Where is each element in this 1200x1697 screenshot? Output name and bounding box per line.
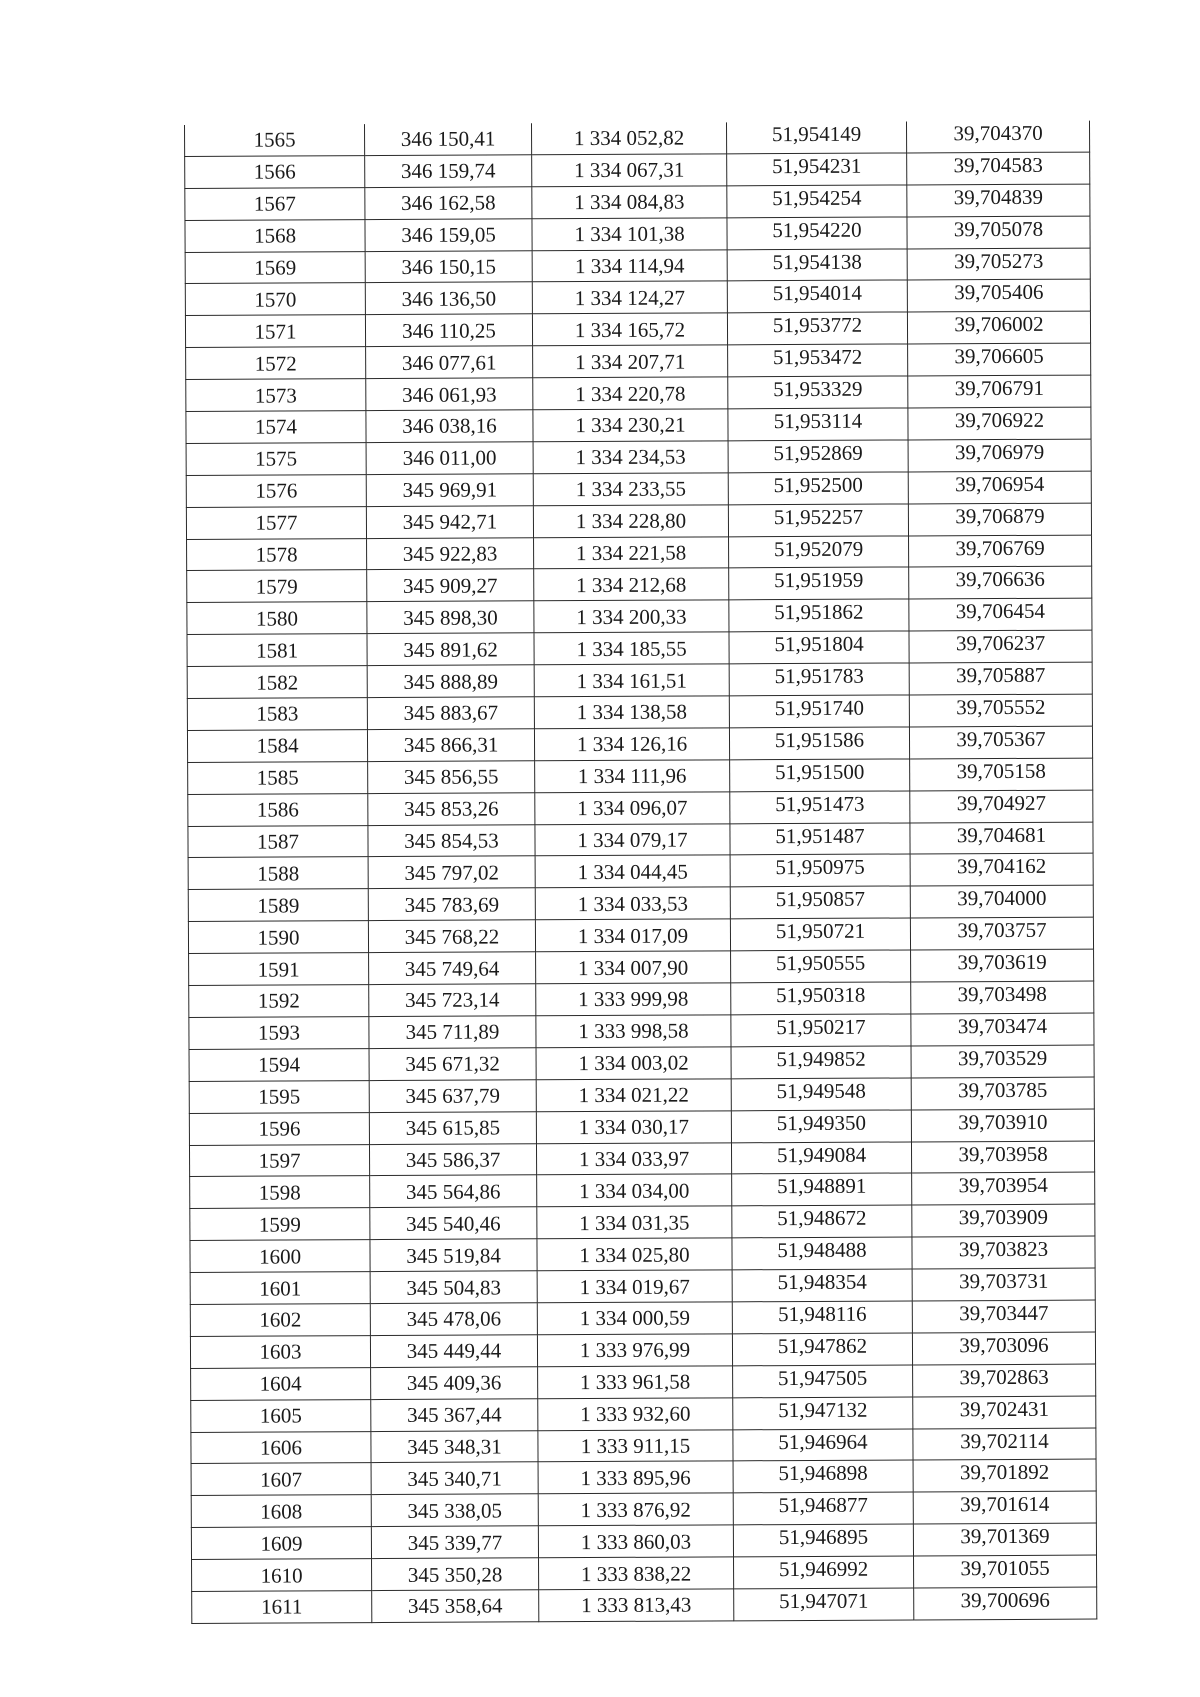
x-coordinate-cell: 345 797,02	[368, 856, 535, 889]
table-row	[190, 1300, 1095, 1336]
longitude-cell: 39,701369	[913, 1523, 1096, 1556]
latitude-cell: 51,950555	[731, 950, 911, 983]
longitude-cell: 39,703529	[911, 1045, 1094, 1078]
point-number-cell: 1565	[185, 124, 365, 156]
longitude-cell: 39,703757	[910, 917, 1093, 950]
table-row	[189, 1077, 1094, 1113]
point-number-cell: 1607	[191, 1463, 371, 1496]
table-row	[186, 407, 1091, 443]
longitude-cell: 39,703909	[912, 1204, 1095, 1237]
y-coordinate-cell: 1 334 111,96	[535, 760, 730, 793]
longitude-cell: 39,706002	[907, 311, 1090, 344]
table-row	[187, 662, 1092, 698]
table-row	[186, 439, 1091, 475]
table-row	[191, 1523, 1096, 1559]
x-coordinate-cell: 345 783,69	[368, 888, 535, 921]
point-number-cell: 1567	[185, 187, 365, 220]
longitude-cell: 39,703447	[912, 1300, 1095, 1333]
latitude-cell: 51,950217	[731, 1014, 911, 1047]
latitude-cell: 51,948672	[732, 1205, 912, 1238]
longitude-cell: 39,704839	[907, 184, 1090, 217]
coordinates-table-body	[185, 121, 1097, 1624]
x-coordinate-cell: 345 888,89	[367, 665, 534, 698]
point-number-cell: 1600	[190, 1240, 370, 1273]
table-row	[189, 1109, 1094, 1145]
point-number-cell: 1587	[188, 825, 368, 858]
y-coordinate-cell: 1 333 932,60	[538, 1397, 733, 1430]
y-coordinate-cell: 1 334 126,16	[534, 728, 729, 761]
table-row	[185, 184, 1090, 220]
point-number-cell: 1592	[189, 985, 369, 1018]
longitude-cell: 39,703958	[911, 1141, 1094, 1174]
x-coordinate-cell: 345 942,71	[366, 505, 533, 538]
y-coordinate-cell: 1 334 096,07	[535, 792, 730, 825]
x-coordinate-cell: 345 367,44	[371, 1398, 538, 1431]
x-coordinate-cell: 346 061,93	[366, 378, 533, 411]
table-row	[188, 790, 1093, 826]
longitude-cell: 39,706769	[909, 535, 1092, 568]
y-coordinate-cell: 1 334 084,83	[532, 186, 727, 219]
latitude-cell: 51,946992	[734, 1556, 914, 1589]
point-number-cell: 1588	[188, 857, 368, 890]
y-coordinate-cell: 1 334 025,80	[537, 1238, 732, 1271]
y-coordinate-cell: 1 333 911,15	[538, 1429, 733, 1462]
x-coordinate-cell: 346 150,15	[365, 250, 532, 283]
point-number-cell: 1602	[190, 1304, 370, 1337]
point-number-cell: 1571	[185, 315, 365, 348]
longitude-cell: 39,703954	[912, 1172, 1095, 1205]
y-coordinate-cell: 1 334 079,17	[535, 823, 730, 856]
longitude-cell: 39,705367	[909, 726, 1092, 759]
table-row	[191, 1491, 1096, 1527]
point-number-cell: 1608	[191, 1495, 371, 1528]
y-coordinate-cell: 1 334 161,51	[534, 664, 729, 697]
point-number-cell: 1569	[185, 251, 365, 284]
table-row	[185, 248, 1090, 284]
y-coordinate-cell: 1 334 138,58	[534, 696, 729, 729]
y-coordinate-cell: 1 334 044,45	[535, 855, 730, 888]
point-number-cell: 1574	[186, 411, 366, 444]
point-number-cell: 1576	[186, 474, 366, 507]
table-row	[191, 1364, 1096, 1400]
table-row	[188, 822, 1093, 858]
latitude-cell: 51,951740	[729, 695, 909, 728]
y-coordinate-cell: 1 333 813,43	[539, 1589, 734, 1622]
longitude-cell: 39,704927	[910, 790, 1093, 823]
point-number-cell: 1578	[187, 538, 367, 571]
latitude-cell: 51,946964	[733, 1428, 913, 1461]
y-coordinate-cell: 1 333 838,22	[539, 1557, 734, 1590]
point-number-cell: 1568	[185, 219, 365, 252]
table-row	[191, 1428, 1096, 1464]
y-coordinate-cell: 1 334 114,94	[532, 249, 727, 282]
point-number-cell: 1609	[191, 1527, 371, 1560]
point-number-cell: 1611	[192, 1591, 372, 1624]
table-row	[192, 1555, 1097, 1591]
y-coordinate-cell: 1 334 033,97	[536, 1142, 731, 1175]
longitude-cell: 39,701055	[914, 1555, 1097, 1588]
point-number-cell: 1575	[186, 443, 366, 476]
latitude-cell: 51,947505	[733, 1365, 913, 1398]
x-coordinate-cell: 345 856,55	[368, 761, 535, 794]
y-coordinate-cell: 1 333 860,03	[538, 1525, 733, 1558]
y-coordinate-cell: 1 334 007,90	[536, 951, 731, 984]
y-coordinate-cell: 1 333 961,58	[538, 1366, 733, 1399]
longitude-cell: 39,706791	[908, 375, 1091, 408]
longitude-cell: 39,705406	[907, 280, 1090, 313]
x-coordinate-cell: 345 898,30	[367, 601, 534, 634]
point-number-cell: 1604	[191, 1367, 371, 1400]
latitude-cell: 51,951804	[729, 631, 909, 664]
latitude-cell: 51,950721	[730, 918, 910, 951]
longitude-cell: 39,705273	[907, 248, 1090, 281]
table-row	[186, 375, 1091, 411]
longitude-cell: 39,703910	[911, 1109, 1094, 1142]
latitude-cell: 51,951783	[729, 663, 909, 696]
longitude-cell: 39,705158	[910, 758, 1093, 791]
table-row	[192, 1587, 1097, 1623]
x-coordinate-cell: 345 564,86	[370, 1175, 537, 1208]
x-coordinate-cell: 345 348,31	[371, 1430, 538, 1463]
x-coordinate-cell: 345 854,53	[368, 824, 535, 857]
x-coordinate-cell: 345 358,64	[372, 1590, 539, 1623]
table-row	[191, 1396, 1096, 1432]
table-row	[190, 1268, 1095, 1304]
x-coordinate-cell: 345 478,06	[370, 1303, 537, 1336]
point-number-cell: 1610	[192, 1559, 372, 1592]
point-number-cell: 1594	[189, 1048, 369, 1081]
latitude-cell: 51,949852	[731, 1046, 911, 1079]
y-coordinate-cell: 1 334 003,02	[536, 1047, 731, 1080]
latitude-cell: 51,954231	[727, 153, 907, 186]
table-row	[189, 1141, 1094, 1177]
y-coordinate-cell: 1 334 228,80	[533, 505, 728, 538]
longitude-cell: 39,705552	[909, 694, 1092, 727]
table-row	[187, 630, 1092, 666]
point-number-cell: 1595	[189, 1080, 369, 1113]
table-row	[188, 917, 1093, 953]
x-coordinate-cell: 346 162,58	[365, 187, 532, 220]
longitude-cell: 39,706954	[908, 471, 1091, 504]
x-coordinate-cell: 345 671,32	[369, 1048, 536, 1081]
latitude-cell: 51,946877	[733, 1492, 913, 1525]
table-row	[189, 981, 1094, 1017]
point-number-cell: 1593	[189, 1017, 369, 1050]
table-row	[189, 949, 1094, 985]
latitude-cell: 51,950318	[731, 982, 911, 1015]
table-row	[188, 854, 1093, 890]
longitude-cell: 39,704370	[906, 121, 1089, 153]
y-coordinate-cell: 1 334 185,55	[534, 632, 729, 665]
longitude-cell: 39,706636	[909, 567, 1092, 600]
longitude-cell: 39,701614	[913, 1491, 1096, 1524]
y-coordinate-cell: 1 334 000,59	[537, 1302, 732, 1335]
longitude-cell: 39,703785	[911, 1077, 1094, 1110]
x-coordinate-cell: 345 891,62	[367, 633, 534, 666]
longitude-cell: 39,706454	[909, 598, 1092, 631]
x-coordinate-cell: 345 338,05	[371, 1494, 538, 1527]
x-coordinate-cell: 345 409,36	[371, 1367, 538, 1400]
point-number-cell: 1584	[187, 730, 367, 763]
latitude-cell: 51,948488	[732, 1237, 912, 1270]
latitude-cell: 51,952257	[728, 504, 908, 537]
x-coordinate-cell: 345 340,71	[371, 1462, 538, 1495]
point-number-cell: 1601	[190, 1272, 370, 1305]
point-number-cell: 1579	[187, 570, 367, 603]
latitude-cell: 51,951862	[729, 599, 909, 632]
point-number-cell: 1598	[190, 1176, 370, 1209]
y-coordinate-cell: 1 333 998,58	[536, 1015, 731, 1048]
longitude-cell: 39,703619	[911, 949, 1094, 982]
latitude-cell: 51,946895	[733, 1524, 913, 1557]
latitude-cell: 51,951487	[730, 823, 910, 856]
latitude-cell: 51,952500	[728, 472, 908, 505]
x-coordinate-cell: 345 615,85	[369, 1111, 536, 1144]
point-number-cell: 1582	[187, 666, 367, 699]
x-coordinate-cell: 345 883,67	[367, 697, 534, 730]
latitude-cell: 51,951586	[729, 727, 909, 760]
longitude-cell: 39,702863	[913, 1364, 1096, 1397]
point-number-cell: 1599	[190, 1208, 370, 1241]
x-coordinate-cell: 346 136,50	[365, 282, 532, 315]
table-row	[186, 471, 1091, 507]
x-coordinate-cell: 345 504,83	[370, 1271, 537, 1304]
point-number-cell: 1591	[189, 953, 369, 986]
table-row	[188, 758, 1093, 794]
y-coordinate-cell: 1 334 230,21	[533, 409, 728, 442]
y-coordinate-cell: 1 334 034,00	[537, 1174, 732, 1207]
longitude-cell: 39,704583	[907, 152, 1090, 185]
table-row	[185, 311, 1090, 347]
table-row	[190, 1236, 1095, 1272]
y-coordinate-cell: 1 334 021,22	[536, 1079, 731, 1112]
longitude-cell: 39,703474	[911, 1013, 1094, 1046]
longitude-cell: 39,703498	[911, 981, 1094, 1014]
latitude-cell: 51,946898	[733, 1460, 913, 1493]
latitude-cell: 51,950975	[730, 854, 910, 887]
y-coordinate-cell: 1 333 999,98	[536, 983, 731, 1016]
point-number-cell: 1603	[190, 1335, 370, 1368]
point-number-cell: 1606	[191, 1431, 371, 1464]
point-number-cell: 1605	[191, 1399, 371, 1432]
x-coordinate-cell: 345 922,83	[367, 537, 534, 570]
latitude-cell: 51,951500	[730, 759, 910, 792]
point-number-cell: 1589	[188, 889, 368, 922]
table-row	[185, 280, 1090, 316]
y-coordinate-cell: 1 334 101,38	[532, 218, 727, 251]
latitude-cell: 51,948891	[732, 1173, 912, 1206]
table-row	[189, 1013, 1094, 1049]
coordinates-table	[184, 121, 1097, 1624]
latitude-cell: 51,954254	[727, 185, 907, 218]
x-coordinate-cell: 345 866,31	[367, 729, 534, 762]
latitude-cell: 51,947071	[734, 1588, 914, 1621]
x-coordinate-cell: 345 637,79	[369, 1080, 536, 1113]
y-coordinate-cell: 1 334 234,53	[533, 441, 728, 474]
point-number-cell: 1597	[189, 1144, 369, 1177]
latitude-cell: 51,951473	[730, 791, 910, 824]
longitude-cell: 39,702431	[913, 1396, 1096, 1429]
table-row	[190, 1172, 1095, 1208]
table-row	[185, 152, 1090, 188]
latitude-cell: 51,953329	[728, 376, 908, 409]
point-number-cell: 1590	[188, 921, 368, 954]
x-coordinate-cell: 346 159,74	[365, 155, 532, 188]
longitude-cell: 39,706605	[908, 343, 1091, 376]
y-coordinate-cell: 1 334 031,35	[537, 1206, 732, 1239]
y-coordinate-cell: 1 333 895,96	[538, 1461, 733, 1494]
longitude-cell: 39,704000	[910, 885, 1093, 918]
longitude-cell: 39,705078	[907, 216, 1090, 249]
point-number-cell: 1572	[186, 347, 366, 380]
point-number-cell: 1566	[185, 156, 365, 189]
latitude-cell: 51,948116	[732, 1301, 912, 1334]
x-coordinate-cell: 345 853,26	[368, 792, 535, 825]
longitude-cell: 39,705887	[909, 662, 1092, 695]
longitude-cell: 39,706979	[908, 439, 1091, 472]
y-coordinate-cell: 1 334 017,09	[535, 919, 730, 952]
x-coordinate-cell: 346 038,16	[366, 410, 533, 443]
table-row	[190, 1204, 1095, 1240]
x-coordinate-cell: 345 768,22	[368, 920, 535, 953]
latitude-cell: 51,953772	[727, 312, 907, 345]
table-row	[186, 343, 1091, 379]
longitude-cell: 39,704681	[910, 822, 1093, 855]
y-coordinate-cell: 1 333 876,92	[538, 1493, 733, 1526]
y-coordinate-cell: 1 334 233,55	[533, 473, 728, 506]
latitude-cell: 51,949350	[731, 1110, 911, 1143]
latitude-cell: 51,954138	[727, 249, 907, 282]
longitude-cell: 39,703096	[912, 1332, 1095, 1365]
longitude-cell: 39,703731	[912, 1268, 1095, 1301]
point-number-cell: 1580	[187, 602, 367, 635]
table-row	[188, 885, 1093, 921]
x-coordinate-cell: 345 449,44	[370, 1335, 537, 1368]
x-coordinate-cell: 346 011,00	[366, 442, 533, 475]
x-coordinate-cell: 345 586,37	[369, 1143, 536, 1176]
latitude-cell: 51,954014	[727, 280, 907, 313]
latitude-cell: 51,951959	[729, 567, 909, 600]
point-number-cell: 1586	[188, 793, 368, 826]
x-coordinate-cell: 346 110,25	[365, 314, 532, 347]
y-coordinate-cell: 1 334 221,58	[534, 536, 729, 569]
y-coordinate-cell: 1 334 212,68	[534, 568, 729, 601]
longitude-cell: 39,706922	[908, 407, 1091, 440]
x-coordinate-cell: 345 711,89	[369, 1016, 536, 1049]
table-row	[190, 1332, 1095, 1368]
point-number-cell: 1596	[189, 1112, 369, 1145]
y-coordinate-cell: 1 334 052,82	[531, 122, 726, 154]
y-coordinate-cell: 1 334 033,53	[535, 887, 730, 920]
latitude-cell: 51,949548	[731, 1078, 911, 1111]
y-coordinate-cell: 1 334 207,71	[533, 345, 728, 378]
x-coordinate-cell: 345 519,84	[370, 1239, 537, 1272]
latitude-cell: 51,947862	[732, 1333, 912, 1366]
table-row	[187, 694, 1092, 730]
longitude-cell: 39,700696	[914, 1587, 1097, 1620]
y-coordinate-cell: 1 334 165,72	[532, 313, 727, 346]
point-number-cell: 1585	[188, 761, 368, 794]
table-row	[189, 1045, 1094, 1081]
x-coordinate-cell: 345 749,64	[369, 952, 536, 985]
longitude-cell: 39,704162	[910, 854, 1093, 887]
point-number-cell: 1581	[187, 634, 367, 667]
table-row	[187, 598, 1092, 634]
y-coordinate-cell: 1 333 976,99	[537, 1334, 732, 1367]
latitude-cell: 51,953114	[728, 408, 908, 441]
x-coordinate-cell: 345 540,46	[370, 1207, 537, 1240]
latitude-cell: 51,948354	[732, 1269, 912, 1302]
y-coordinate-cell: 1 334 067,31	[532, 154, 727, 187]
table-row	[191, 1459, 1096, 1495]
latitude-cell: 51,952079	[729, 536, 909, 569]
latitude-cell: 51,953472	[728, 344, 908, 377]
longitude-cell: 39,702114	[913, 1428, 1096, 1461]
point-number-cell: 1573	[186, 379, 366, 412]
x-coordinate-cell: 346 150,41	[364, 123, 531, 155]
longitude-cell: 39,706879	[908, 503, 1091, 536]
table-row	[187, 726, 1092, 762]
y-coordinate-cell: 1 334 200,33	[534, 600, 729, 633]
x-coordinate-cell: 345 969,91	[366, 474, 533, 507]
point-number-cell: 1570	[185, 283, 365, 316]
table-row	[185, 121, 1090, 157]
latitude-cell: 51,954149	[726, 121, 906, 153]
table-row	[187, 567, 1092, 603]
x-coordinate-cell: 345 909,27	[367, 569, 534, 602]
y-coordinate-cell: 1 334 220,78	[533, 377, 728, 410]
table-row	[186, 503, 1091, 539]
x-coordinate-cell: 345 350,28	[372, 1558, 539, 1591]
y-coordinate-cell: 1 334 030,17	[536, 1110, 731, 1143]
y-coordinate-cell: 1 334 124,27	[532, 281, 727, 314]
x-coordinate-cell: 346 159,05	[365, 218, 532, 251]
table-row	[187, 535, 1092, 571]
table-row	[185, 216, 1090, 252]
longitude-cell: 39,703823	[912, 1236, 1095, 1269]
latitude-cell: 51,947132	[733, 1397, 913, 1430]
latitude-cell: 51,954220	[727, 217, 907, 250]
longitude-cell: 39,706237	[909, 630, 1092, 663]
latitude-cell: 51,950857	[730, 886, 910, 919]
point-number-cell: 1583	[187, 698, 367, 731]
x-coordinate-cell: 345 723,14	[369, 984, 536, 1017]
longitude-cell: 39,701892	[913, 1459, 1096, 1492]
latitude-cell: 51,949084	[731, 1141, 911, 1174]
latitude-cell: 51,952869	[728, 440, 908, 473]
point-number-cell: 1577	[186, 506, 366, 539]
x-coordinate-cell: 346 077,61	[366, 346, 533, 379]
x-coordinate-cell: 345 339,77	[371, 1526, 538, 1559]
y-coordinate-cell: 1 334 019,67	[537, 1270, 732, 1303]
